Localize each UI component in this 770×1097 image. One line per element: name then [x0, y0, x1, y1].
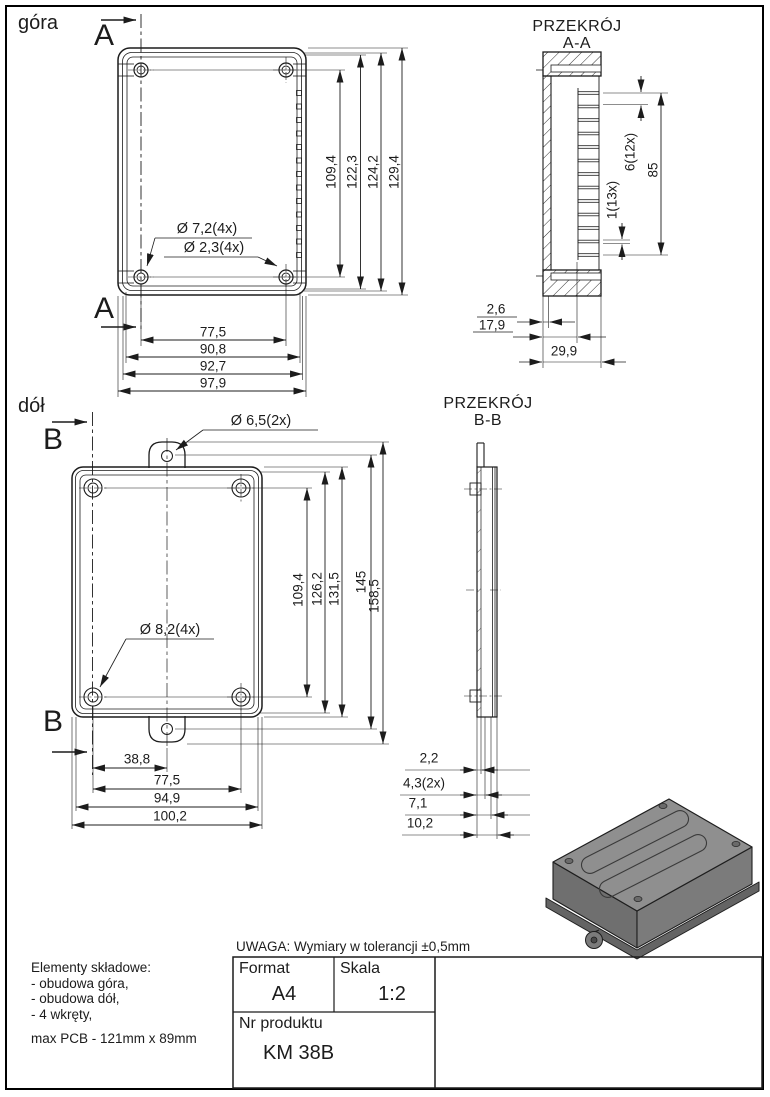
section-bb-subtitle: B-B — [473, 412, 503, 429]
bb-dim-2: 4,3(2x) — [402, 775, 446, 791]
aa-dim-slot: 1(13x) — [604, 180, 620, 220]
section-aa-title: PRZEKRÓJ — [532, 18, 622, 35]
aa-dim-inner: 17,9 — [478, 317, 506, 333]
top-vdim-3: 124,2 — [365, 155, 381, 189]
section-letter-a-bottom: A — [93, 292, 115, 325]
component-item: - obudowa góra, — [31, 975, 129, 991]
bottom-view-linework — [52, 412, 389, 829]
top-vdim-2: 122,3 — [344, 155, 360, 189]
bottom-vdim-3: 131,5 — [326, 572, 342, 606]
bottom-vdim-5: 158,5 — [366, 579, 382, 613]
format-label: Format — [239, 960, 290, 977]
bottom-vdim-2: 126,2 — [309, 572, 325, 606]
scale-label: Skala — [340, 960, 381, 977]
scale-value: 1:2 — [378, 983, 406, 1005]
bottom-hdim-2: 77,5 — [153, 772, 181, 788]
top-view-label: góra — [18, 12, 59, 34]
top-hdim-1: 77,5 — [199, 324, 227, 340]
bottom-vdim-4: 145 — [353, 570, 369, 594]
component-item: - obudowa dół, — [31, 991, 120, 1006]
top-hdim-3: 92,7 — [199, 358, 227, 374]
pcb-note: max PCB - 121mm x 89mm — [31, 1031, 197, 1046]
bottom-hdim-4: 100,2 — [153, 808, 187, 824]
top-hdim-4: 97,9 — [199, 375, 227, 391]
bottom-vdim-1: 109,4 — [290, 573, 306, 607]
bb-dim-4: 10,2 — [406, 815, 434, 831]
components-title: Elementy składowe: — [31, 960, 152, 975]
section-aa-subtitle: A-A — [562, 35, 592, 52]
aa-dim-depth: 29,9 — [550, 343, 578, 359]
component-item: - 4 wkręty, — [31, 1006, 93, 1022]
components-legend — [31, 960, 197, 1047]
top-hdim-2: 90,8 — [199, 341, 227, 357]
bottom-hole-label-corner: Ø 8,2(4x) — [139, 621, 201, 638]
enclosure-3d-view — [546, 799, 759, 959]
section-bb-title: PRZEKRÓJ — [443, 395, 533, 412]
aa-dim-wall: 2,6 — [486, 301, 506, 317]
spacer — [31, 1022, 197, 1031]
bottom-hdim-1: 38,8 — [123, 751, 151, 767]
top-hole-label-small: Ø 2,3(4x) — [183, 239, 245, 256]
product-value: KM 38B — [263, 1042, 335, 1064]
top-vdim-1: 109,4 — [323, 155, 339, 189]
bottom-hole-label-tab: Ø 6,5(2x) — [230, 412, 292, 429]
section-letter-a-top: A — [93, 19, 115, 52]
section-letter-b-top: B — [42, 423, 64, 456]
tolerance-note: UWAGA: Wymiary w tolerancji ±0,5mm — [236, 939, 471, 954]
aa-dim-span: 85 — [645, 162, 661, 178]
section-letter-b-bottom: B — [42, 705, 64, 738]
top-vdim-4: 129,4 — [386, 155, 402, 189]
top-view-linework — [101, 14, 408, 397]
format-value: A4 — [271, 983, 297, 1005]
product-label: Nr produktu — [239, 1015, 323, 1032]
top-hole-label-large: Ø 7,2(4x) — [176, 220, 238, 237]
bottom-view-label: dół — [18, 395, 45, 417]
bb-dim-3: 7,1 — [408, 795, 428, 811]
bb-dim-1: 2,2 — [419, 750, 439, 766]
aa-dim-pitch: 6(12x) — [622, 132, 638, 172]
bottom-hdim-3: 94,9 — [153, 790, 181, 806]
